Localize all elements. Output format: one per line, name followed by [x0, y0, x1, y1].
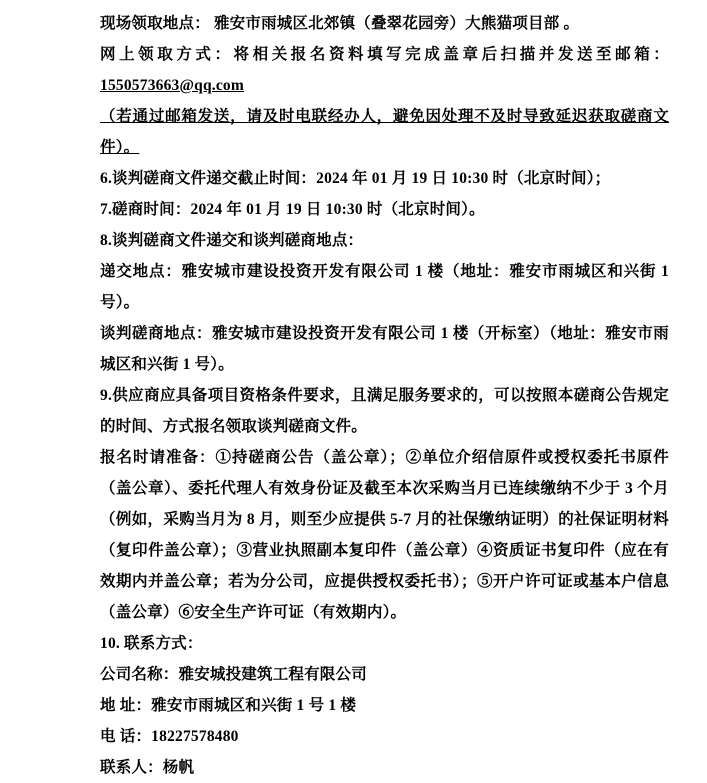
paragraph-phone: 电 话：18227578480	[100, 728, 239, 745]
paragraph-item-8-submit: 递交地点：雅安城市建设投资开发有限公司 1 楼（地址：雅安市雨城区和兴街 1 号）。	[100, 263, 669, 311]
email-note-text: （若通过邮箱发送，请及时电联经办人，避免因处理不及时导致延迟获取磋商文件）。	[100, 108, 669, 156]
paragraph-item-7: 7.磋商时间：2024 年 01 月 19 日 10:30 时（北京时间）。	[100, 201, 485, 218]
paragraph-contact-person: 联系人：杨帆	[100, 759, 195, 776]
paragraph-pickup-location: 现场领取地点： 雅安市雨城区北郊镇（叠翠花园旁）大熊猫项目部 。	[100, 15, 580, 32]
online-pickup-prefix: 网上领取方式：将相关报名资料填写完成盖章后扫描并发送至邮箱：	[100, 46, 669, 63]
paragraph-item-9: 9.供应商应具备项目资格条件要求，且满足服务要求的，可以按照本磋商公告规定的时间、方式报名领取谈判磋商文件。	[100, 387, 669, 435]
paragraph-item-6: 6.谈判磋商文件递交截止时间：2024 年 01 月 19 日 10:30 时（北京时间）；	[100, 170, 611, 187]
paragraph-item-9-materials: 报名时请准备：①持磋商公告（盖公章）；②单位介绍信原件或授权委托书原件（盖公章）、委托代理人有效身份证及截至本次采购当月已连续缴纳不少于 3 个月（例如，采购当月为 8 月，则至少应提供 5-7 月的社保缴纳证明）的社保证明材料（复印件盖公章）；③营业执照副本复印件（盖公章）④资质证书复印件（应在有效期内并盖公章；若为分公司，应提供授权委托书）；⑤开户许可证或基本户信息（盖公章）⑥安全生产许可证（有效期内）。	[100, 449, 669, 621]
paragraph-address: 地 址：雅安市雨城区和兴街 1 号 1 楼	[100, 697, 357, 714]
paragraph-company-name: 公司名称：雅安城投建筑工程有限公司	[100, 666, 367, 683]
paragraph-item-8: 8.谈判磋商文件递交和谈判磋商地点：	[100, 232, 364, 249]
paragraph-online-pickup	[100, 39, 669, 163]
paragraph-item-8-negotiate: 谈判磋商地点：雅安城市建设投资开发有限公司 1 楼（开标室）（地址：雅安市雨城区和兴街 1 号）。	[100, 325, 669, 373]
email-link[interactable]: 1550573663@qq.com	[100, 77, 244, 94]
paragraph-item-10: 10. 联系方式：	[100, 635, 203, 652]
